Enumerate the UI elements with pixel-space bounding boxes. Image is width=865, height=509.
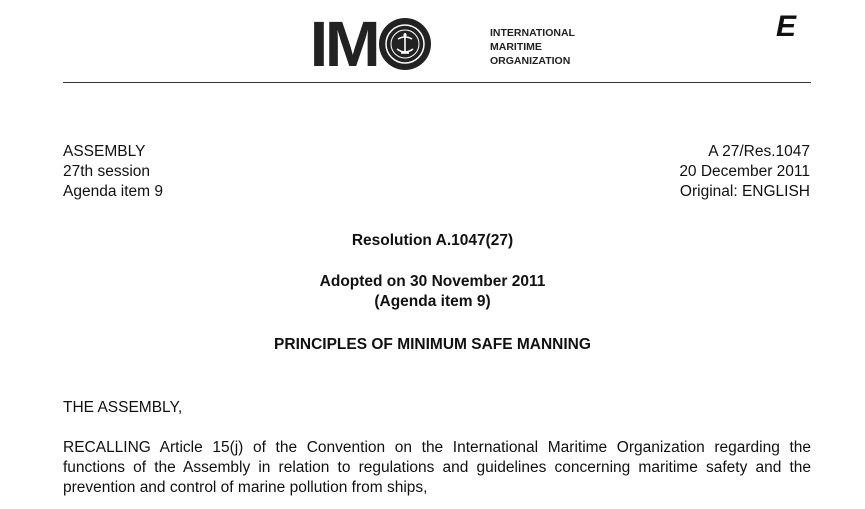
original-language: Original: ENGLISH: [679, 183, 810, 200]
document-reference: [679, 142, 810, 202]
language-mark: E: [776, 10, 797, 43]
document-date: 20 December 2011: [679, 163, 810, 180]
logo-org-line: ORGANIZATION: [490, 55, 571, 67]
assembly-label: ASSEMBLY: [63, 143, 146, 160]
logo-letter-i: I: [309, 8, 327, 80]
opening-clause: THE ASSEMBLY,: [63, 399, 183, 416]
document-symbol: A 27/Res.1047: [708, 143, 810, 160]
imo-logo: [300, 8, 600, 80]
resolution-number: Resolution A.1047(27): [351, 232, 514, 249]
resolution-title: PRINCIPLES OF MINIMUM SAFE MANNING: [274, 336, 591, 353]
logo-organization-name: [490, 26, 575, 68]
logo-org-line: INTERNATIONAL: [490, 27, 575, 39]
recalling-paragraph: RECALLING Article 15(j) of the Convention on the International Maritime Organization regarding the functions of the Assembly in relation to regulations and guidelines concerning maritime safety and the prevention and control of marine pollution from ships,: [63, 439, 811, 496]
adoption-info: [0, 272, 865, 312]
session-label: 27th session: [63, 163, 151, 180]
agenda-label: Agenda item 9: [63, 183, 163, 200]
logo-org-line: MARITIME: [490, 41, 542, 53]
adopted-date: Adopted on 30 November 2011: [319, 273, 546, 290]
document-header: [0, 0, 865, 90]
logo-wordmark: [309, 8, 431, 80]
header-divider: [63, 82, 811, 83]
imo-emblem-icon: [379, 18, 431, 70]
session-info: [63, 142, 163, 202]
agenda-reference: (Agenda item 9): [374, 293, 491, 310]
logo-letter-m: M: [324, 8, 379, 80]
